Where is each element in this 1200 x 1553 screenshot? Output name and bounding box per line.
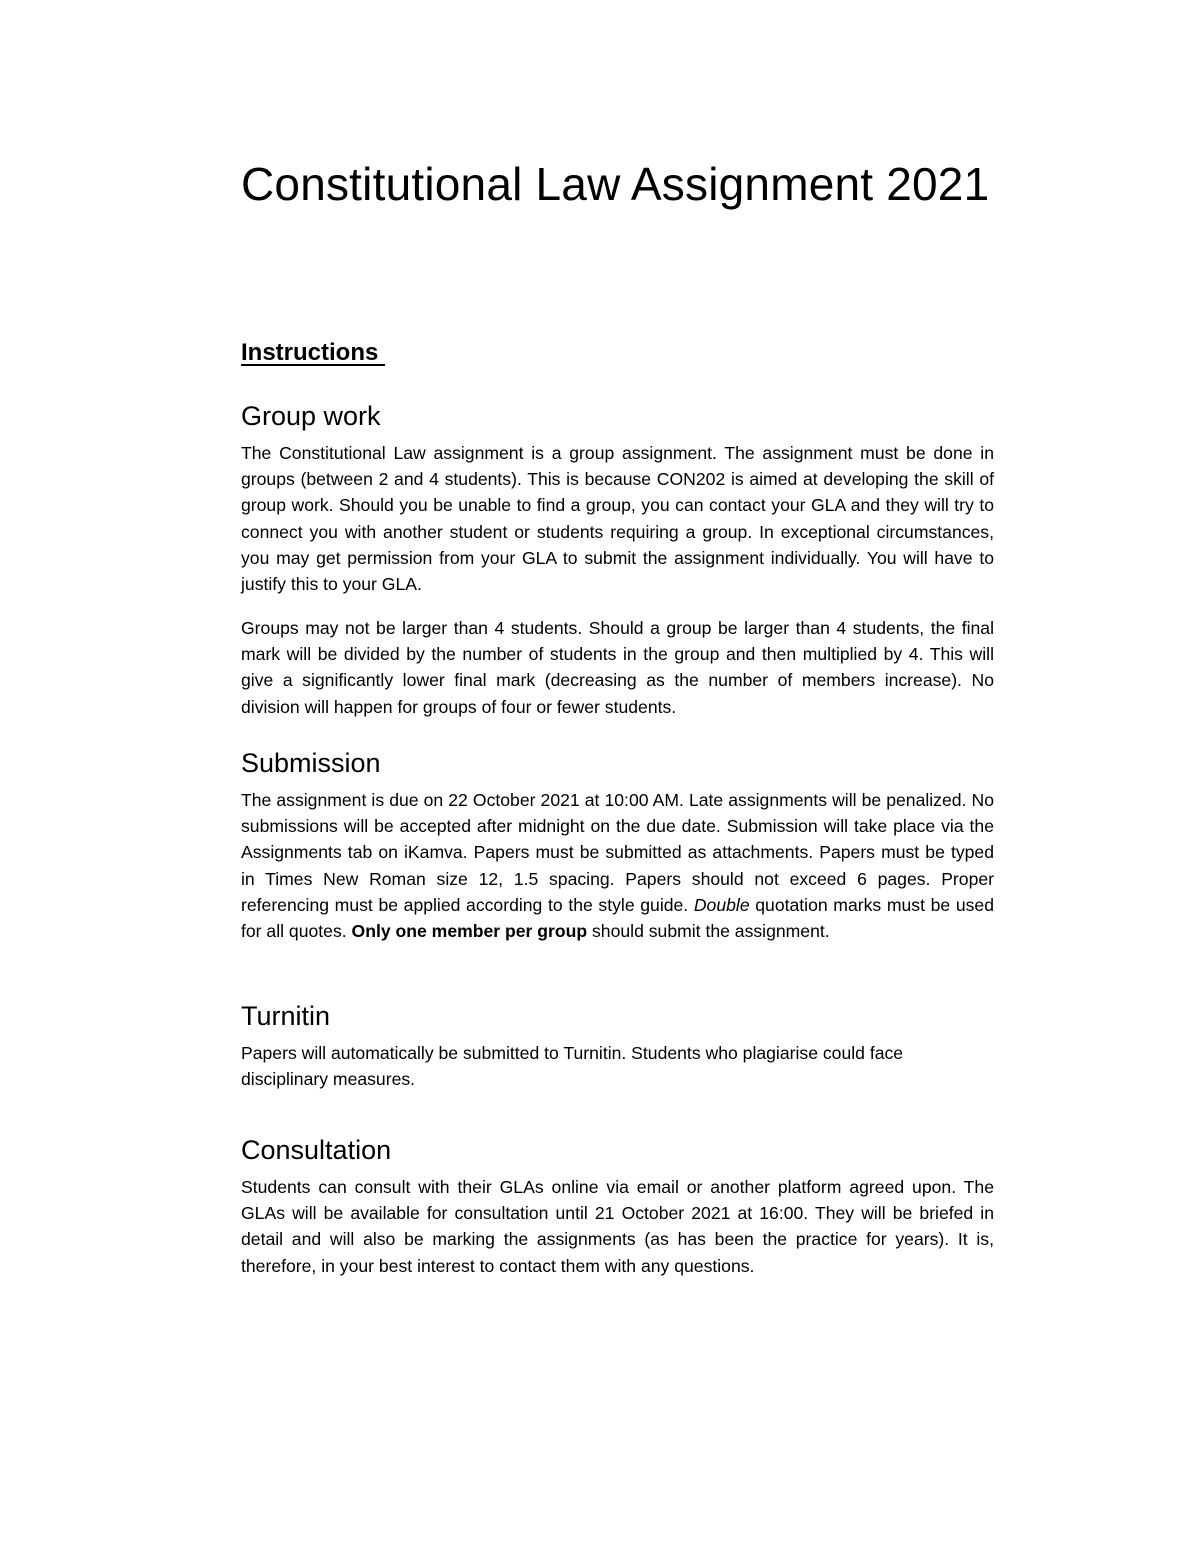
consultation-heading: Consultation [241, 1135, 392, 1165]
submission-paragraph [241, 787, 994, 944]
turnitin-heading: Turnitin [241, 1001, 331, 1031]
submission-text-3: should submit the assignment. [587, 921, 830, 942]
group-work-paragraph-2: Groups may not be larger than 4 students. Should a group be larger than 4 students, the final mark will be divided by the number of students in the group and then multiplied by 4. This will give a significantly lower final mark (decreasing as the number of members increase). No division will happen for groups of four or fewer students. [241, 618, 994, 717]
group-work-paragraph-1: The Constitutional Law assignment is a group assignment. The assignment must be done in groups (between 2 and 4 students). This is because CON202 is aimed at developing the skill of group work. Should you be unable to find a group, you can contact your GLA and they will try to connect you with another student or students requiring a group. In exceptional circumstances, you may get permission from your GLA to submit the assignment individually. You will have to justify this to your GLA. [241, 443, 994, 595]
group-work-heading: Group work [241, 401, 381, 431]
submission-text-1: The assignment is due on 22 October 2021 at 10:00 AM. Late assignments will be penalized. No submissions will be accepted after midnight on the due date. Submission will take place via the Assignments tab on iKamva. Papers must be submitted as attachments. Papers must be typed in Times New Roman size 12, 1.5 spacing. Papers should not exceed 6 pages. Proper referencing must be applied according to the style guide. [241, 790, 994, 915]
submission-italic-text: Double [693, 894, 750, 915]
consultation-paragraph: Students can consult with their GLAs online via email or another platform agreed upon. The GLAs will be available for consultation until 21 October 2021 at 16:00. They will be briefed in detail and will also be marking the assignments (as has been the practice for years). It is, therefore, in your best interest to contact them with any questions. [241, 1177, 994, 1276]
submission-heading: Submission [241, 748, 381, 778]
instructions-heading: Instructions [241, 339, 386, 366]
submission-bold-text: Only one member per group [351, 921, 588, 942]
document-title: Constitutional Law Assignment 2021 [241, 158, 990, 210]
turnitin-paragraph: Papers will automatically be submitted to Turnitin. Students who plagiarise could face disciplinary measures. [241, 1043, 904, 1090]
submission-text-2: quotation marks must be used for all quotes. [241, 894, 994, 942]
